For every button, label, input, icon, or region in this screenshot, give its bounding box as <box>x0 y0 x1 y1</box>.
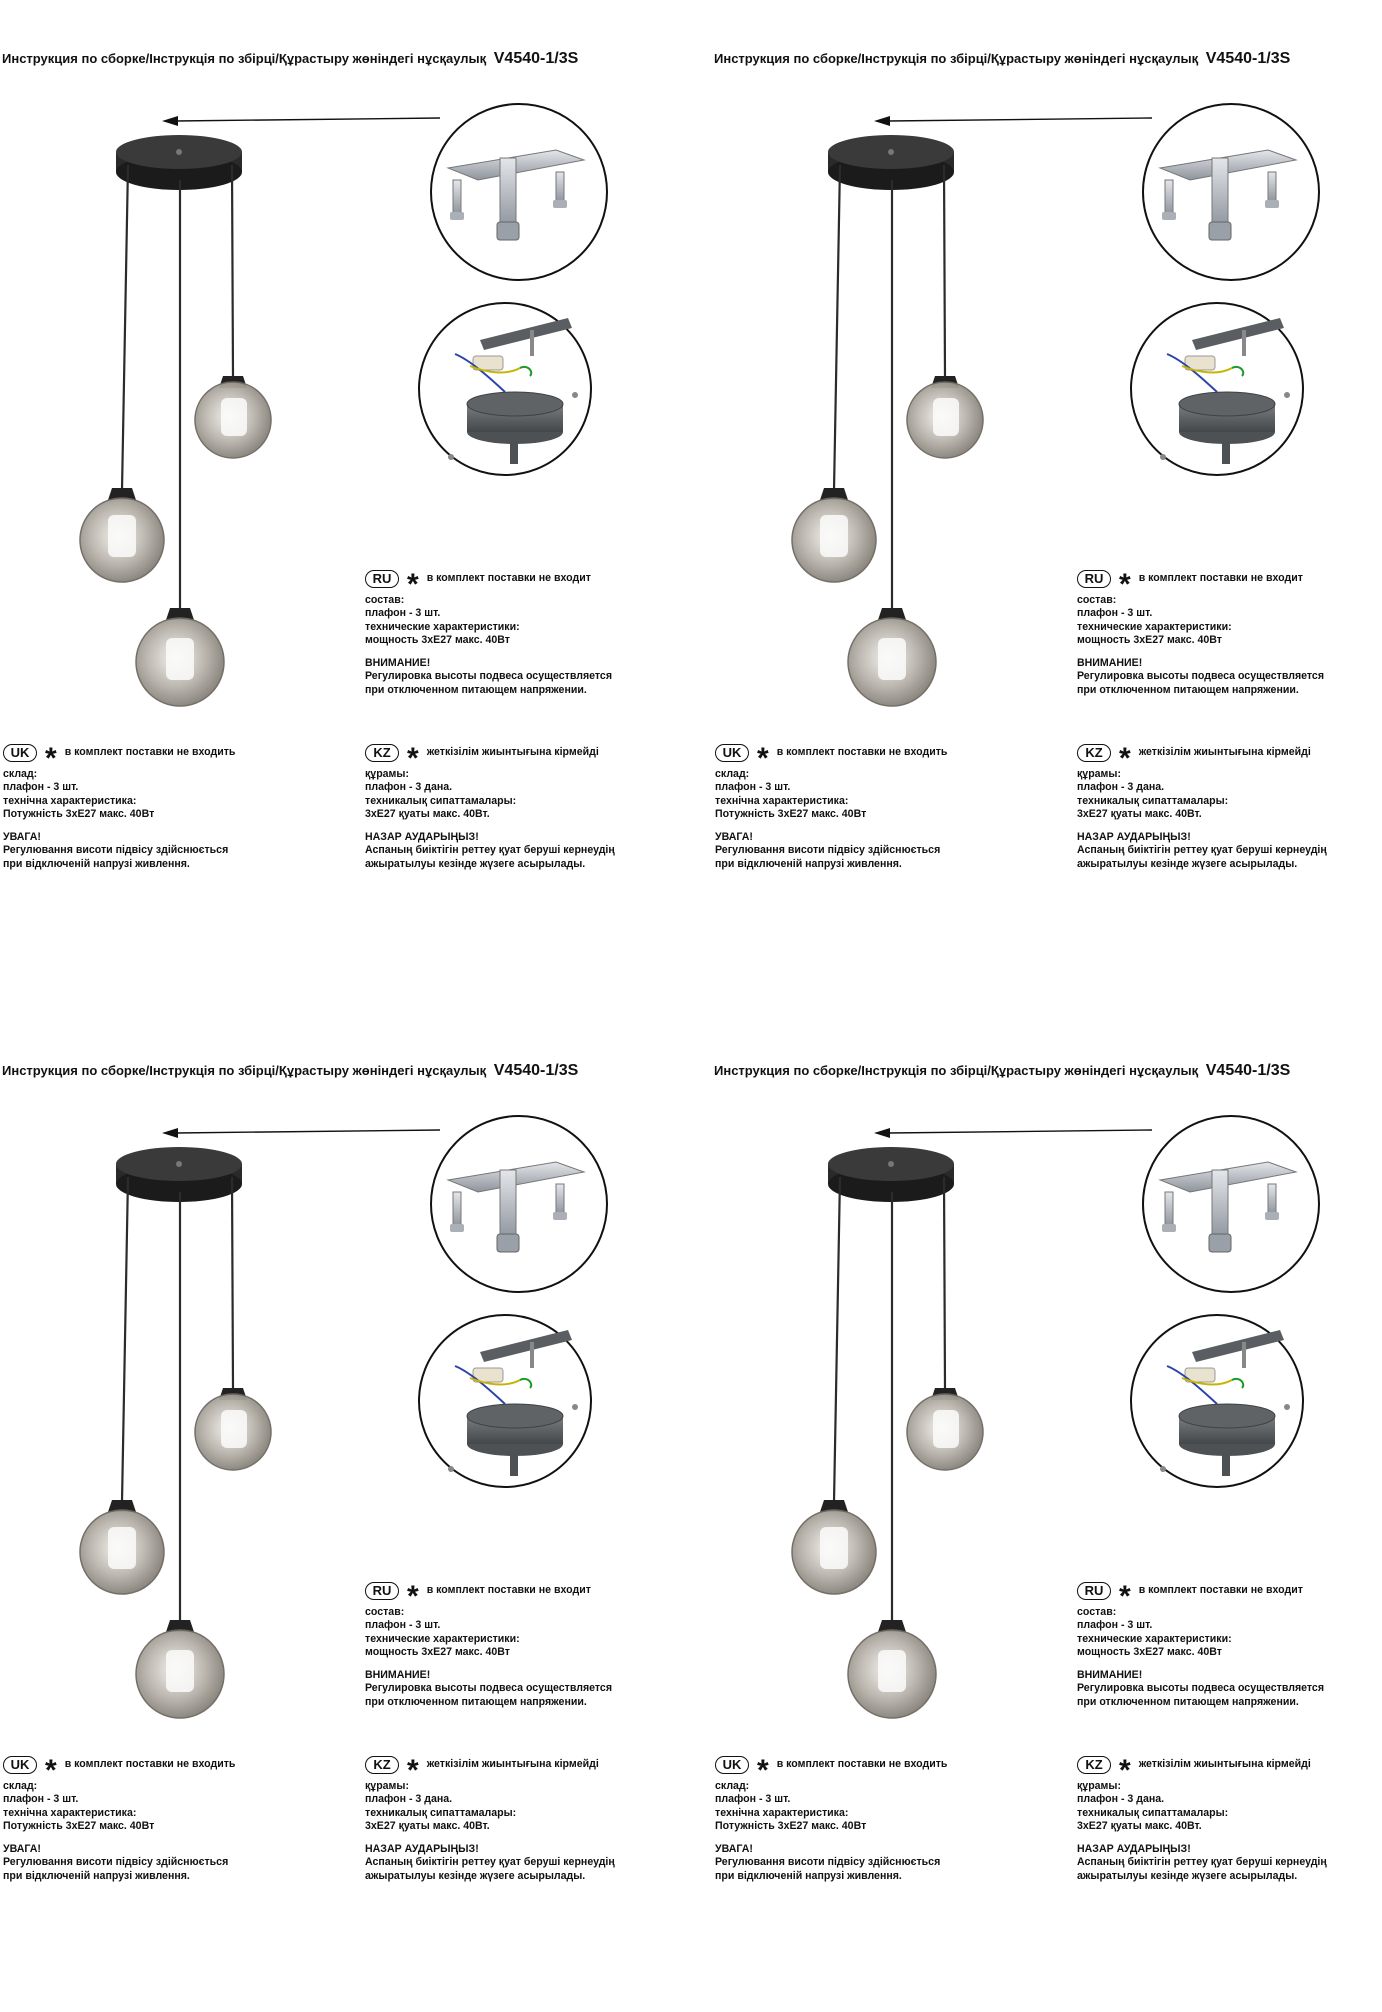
glass-shade-1 <box>80 1500 164 1594</box>
model-number: V4540-1/3S <box>1205 1062 1291 1079</box>
mounting-bracket-detail <box>431 1116 607 1292</box>
kz-warning-title: НАЗАР АУДАРЫҢЫЗ! <box>1077 1843 1191 1856</box>
mounting-bracket-detail <box>1143 1116 1319 1292</box>
kz-warning-title: НАЗАР АУДАРЫҢЫЗ! <box>365 831 479 844</box>
kz-section <box>365 1754 615 1883</box>
kz-note: жеткізілім жиынтығына кірмейді <box>1138 746 1311 759</box>
wiring-detail <box>419 303 591 475</box>
uk-language-badge: UK <box>715 744 749 762</box>
asterisk-icon: * <box>1119 742 1131 775</box>
asterisk-icon: * <box>1119 568 1131 601</box>
glass-shade-2 <box>907 1388 983 1470</box>
pointer-arrow <box>874 116 1152 126</box>
ru-warning-title: ВНИМАНИЕ! <box>365 657 431 670</box>
mounting-bracket-detail <box>1143 104 1319 280</box>
glass-shade-1 <box>80 488 164 582</box>
wiring-detail <box>1131 303 1303 475</box>
title-text: Инструкция по сборке/Інструкція по збірці/Құрастыру жөніндегі нұсқаулық <box>714 1063 1199 1078</box>
uk-line: склад: <box>3 1780 38 1792</box>
ru-note: в комплект поставки не входит <box>1138 1584 1303 1597</box>
ru-warning-line: Регулировка высоты подвеса осуществляется <box>1077 670 1325 683</box>
kz-line: құрамы: <box>1077 1780 1121 1792</box>
ru-warning-line: Регулировка высоты подвеса осуществляется <box>365 670 613 683</box>
ru-section <box>365 1580 612 1709</box>
wiring-detail <box>1131 1315 1303 1487</box>
uk-warning-line: при відключеній напрузі живлення. <box>3 1869 190 1882</box>
kz-warning-line: ажыратылуы кезінде жүзеге асырылады. <box>365 857 586 870</box>
ru-warning-line: при отключенном питающем напряжении. <box>1077 683 1299 696</box>
ru-line: технические характеристики: <box>1077 620 1232 633</box>
ru-line: состав: <box>365 594 405 606</box>
ru-warning-title: ВНИМАНИЕ! <box>365 1669 431 1682</box>
ru-line: технические характеристики: <box>365 1632 520 1645</box>
kz-language-badge: KZ <box>365 744 399 762</box>
ru-warning-title: ВНИМАНИЕ! <box>1077 657 1143 670</box>
uk-language-badge: UK <box>3 744 37 762</box>
asterisk-icon: * <box>407 1580 419 1613</box>
glass-shade-2 <box>195 376 271 458</box>
uk-line: Потужність 3хЕ27 макс. 40Вт <box>3 1819 155 1832</box>
ru-section <box>365 568 612 697</box>
model-number: V4540-1/3S <box>493 1062 579 1079</box>
asterisk-icon: * <box>407 568 419 601</box>
uk-line: плафон - 3 шт. <box>3 781 79 794</box>
title-text: Инструкция по сборке/Інструкція по збірці/Құрастыру жөніндегі нұсқаулық <box>2 51 487 66</box>
kz-line: плафон - 3 дана. <box>1077 781 1165 794</box>
kz-warning-line: Аспаның биіктігін реттеу қуат беруші кернеудің <box>1077 1856 1327 1869</box>
asterisk-icon: * <box>407 742 419 775</box>
instruction-sheet <box>712 1012 1382 2012</box>
instruction-sheet <box>0 0 691 1000</box>
kz-warning-line: Аспаның биіктігін реттеу қуат беруші кернеудің <box>365 844 615 857</box>
glass-shade-3 <box>848 608 936 706</box>
ru-line: плафон - 3 шт. <box>365 1619 441 1632</box>
ru-note: в комплект поставки не входит <box>426 572 591 585</box>
glass-shade-2 <box>195 1388 271 1470</box>
instruction-sheet <box>712 0 1382 1000</box>
uk-line: Потужність 3хЕ27 макс. 40Вт <box>3 807 155 820</box>
uk-line: технічна характеристика: <box>715 794 849 807</box>
glass-shade-1 <box>792 488 876 582</box>
kz-language-badge: KZ <box>1077 1756 1111 1774</box>
ru-warning-line: при отключенном питающем напряжении. <box>365 1695 587 1708</box>
ru-note: в комплект поставки не входит <box>426 1584 591 1597</box>
glass-shade-3 <box>136 608 224 706</box>
kz-warning-line: ажыратылуы кезінде жүзеге асырылады. <box>1077 1869 1298 1882</box>
uk-language-badge: UK <box>715 1756 749 1774</box>
uk-warning-line: Регулювання висоти підвісу здійснюється <box>3 1856 229 1869</box>
kz-section <box>1077 1754 1327 1883</box>
asterisk-icon: * <box>757 1754 769 1787</box>
ru-line: состав: <box>1077 1606 1117 1618</box>
uk-line: Потужність 3хЕ27 макс. 40Вт <box>715 1819 867 1832</box>
asterisk-icon: * <box>45 742 57 775</box>
ru-warning-line: при отключенном питающем напряжении. <box>1077 1695 1299 1708</box>
uk-warning-title: УВАГА! <box>3 831 41 844</box>
kz-line: құрамы: <box>365 1780 409 1792</box>
instruction-sheet <box>0 1012 691 2012</box>
kz-line: техникалық сипаттамалары: <box>365 794 517 807</box>
kz-warning-line: ажыратылуы кезінде жүзеге асырылады. <box>1077 857 1298 870</box>
kz-line: техникалық сипаттамалары: <box>1077 794 1229 807</box>
ru-note: в комплект поставки не входит <box>1138 572 1303 585</box>
ru-line: состав: <box>1077 594 1117 606</box>
model-number: V4540-1/3S <box>493 50 579 67</box>
kz-line: 3хЕ27 қуаты макс. 40Вт. <box>1077 807 1202 820</box>
kz-warning-title: НАЗАР АУДАРЫҢЫЗ! <box>1077 831 1191 844</box>
ru-section <box>1077 1580 1324 1709</box>
ru-line: мощность 3хЕ27 макс. 40Вт <box>1077 1645 1222 1658</box>
uk-warning-line: при відключеній напрузі живлення. <box>3 857 190 870</box>
uk-warning-title: УВАГА! <box>3 1843 41 1856</box>
uk-section <box>715 1754 947 1883</box>
wiring-detail <box>419 1315 591 1487</box>
uk-warning-line: Регулювання висоти підвісу здійснюється <box>3 844 229 857</box>
ru-language-badge: RU <box>365 1582 399 1600</box>
kz-note: жеткізілім жиынтығына кірмейді <box>1138 1758 1311 1771</box>
ru-line: плафон - 3 шт. <box>1077 1619 1153 1632</box>
uk-warning-line: Регулювання висоти підвісу здійснюється <box>715 1856 941 1869</box>
uk-note: в комплект поставки не входить <box>776 1758 948 1771</box>
kz-line: техникалық сипаттамалары: <box>365 1806 517 1819</box>
kz-warning-title: НАЗАР АУДАРЫҢЫЗ! <box>365 1843 479 1856</box>
uk-language-badge: UK <box>3 1756 37 1774</box>
ru-line: плафон - 3 шт. <box>365 607 441 620</box>
ru-line: мощность 3хЕ27 макс. 40Вт <box>365 633 510 646</box>
title-text: Инструкция по сборке/Інструкція по збірці/Құрастыру жөніндегі нұсқаулық <box>2 1063 487 1078</box>
kz-warning-line: Аспаның биіктігін реттеу қуат беруші кернеудің <box>1077 844 1327 857</box>
uk-line: плафон - 3 шт. <box>715 1793 791 1806</box>
kz-line: 3хЕ27 қуаты макс. 40Вт. <box>1077 1819 1202 1832</box>
uk-line: технічна характеристика: <box>715 1806 849 1819</box>
kz-language-badge: KZ <box>365 1756 399 1774</box>
ru-line: технические характеристики: <box>1077 1632 1232 1645</box>
uk-note: в комплект поставки не входить <box>64 1758 236 1771</box>
uk-section <box>715 742 947 871</box>
mounting-bracket-detail <box>431 104 607 280</box>
uk-line: склад: <box>3 768 38 780</box>
kz-line: құрамы: <box>365 768 409 780</box>
uk-warning-title: УВАГА! <box>715 1843 753 1856</box>
kz-language-badge: KZ <box>1077 744 1111 762</box>
kz-warning-line: ажыратылуы кезінде жүзеге асырылады. <box>365 1869 586 1882</box>
uk-section <box>3 742 235 871</box>
uk-note: в комплект поставки не входить <box>776 746 948 759</box>
kz-line: 3хЕ27 қуаты макс. 40Вт. <box>365 1819 490 1832</box>
uk-section <box>3 1754 235 1883</box>
uk-warning-line: Регулювання висоти підвісу здійснюється <box>715 844 941 857</box>
kz-line: құрамы: <box>1077 768 1121 780</box>
kz-line: плафон - 3 дана. <box>365 1793 453 1806</box>
kz-line: техникалық сипаттамалары: <box>1077 1806 1229 1819</box>
asterisk-icon: * <box>757 742 769 775</box>
ru-line: технические характеристики: <box>365 620 520 633</box>
uk-line: технічна характеристика: <box>3 794 137 807</box>
uk-warning-line: при відключеній напрузі живлення. <box>715 857 902 870</box>
ru-warning-title: ВНИМАНИЕ! <box>1077 1669 1143 1682</box>
ru-language-badge: RU <box>1077 1582 1111 1600</box>
kz-line: плафон - 3 дана. <box>365 781 453 794</box>
model-number: V4540-1/3S <box>1205 50 1291 67</box>
uk-note: в комплект поставки не входить <box>64 746 236 759</box>
ru-language-badge: RU <box>365 570 399 588</box>
ru-warning-line: Регулировка высоты подвеса осуществляется <box>365 1682 613 1695</box>
title-text: Инструкция по сборке/Інструкція по збірці/Құрастыру жөніндегі нұсқаулық <box>714 51 1199 66</box>
ru-warning-line: при отключенном питающем напряжении. <box>365 683 587 696</box>
pointer-arrow <box>874 1128 1152 1138</box>
uk-warning-title: УВАГА! <box>715 831 753 844</box>
asterisk-icon: * <box>45 1754 57 1787</box>
ru-section <box>1077 568 1324 697</box>
kz-warning-line: Аспаның биіктігін реттеу қуат беруші кернеудің <box>365 1856 615 1869</box>
kz-note: жеткізілім жиынтығына кірмейді <box>426 746 599 759</box>
kz-note: жеткізілім жиынтығына кірмейді <box>426 1758 599 1771</box>
ru-line: плафон - 3 шт. <box>1077 607 1153 620</box>
ru-line: состав: <box>365 1606 405 1618</box>
uk-line: технічна характеристика: <box>3 1806 137 1819</box>
pointer-arrow <box>162 1128 440 1138</box>
kz-section <box>365 742 615 871</box>
asterisk-icon: * <box>1119 1580 1131 1613</box>
uk-warning-line: при відключеній напрузі живлення. <box>715 1869 902 1882</box>
glass-shade-3 <box>848 1620 936 1718</box>
uk-line: плафон - 3 шт. <box>3 1793 79 1806</box>
uk-line: Потужність 3хЕ27 макс. 40Вт <box>715 807 867 820</box>
kz-line: плафон - 3 дана. <box>1077 1793 1165 1806</box>
ru-line: мощность 3хЕ27 макс. 40Вт <box>1077 633 1222 646</box>
glass-shade-1 <box>792 1500 876 1594</box>
kz-section <box>1077 742 1327 871</box>
glass-shade-3 <box>136 1620 224 1718</box>
uk-line: склад: <box>715 1780 750 1792</box>
ru-line: мощность 3хЕ27 макс. 40Вт <box>365 1645 510 1658</box>
uk-line: склад: <box>715 768 750 780</box>
kz-line: 3хЕ27 қуаты макс. 40Вт. <box>365 807 490 820</box>
uk-line: плафон - 3 шт. <box>715 781 791 794</box>
ru-warning-line: Регулировка высоты подвеса осуществляется <box>1077 1682 1325 1695</box>
asterisk-icon: * <box>1119 1754 1131 1787</box>
glass-shade-2 <box>907 376 983 458</box>
pointer-arrow <box>162 116 440 126</box>
asterisk-icon: * <box>407 1754 419 1787</box>
ru-language-badge: RU <box>1077 570 1111 588</box>
